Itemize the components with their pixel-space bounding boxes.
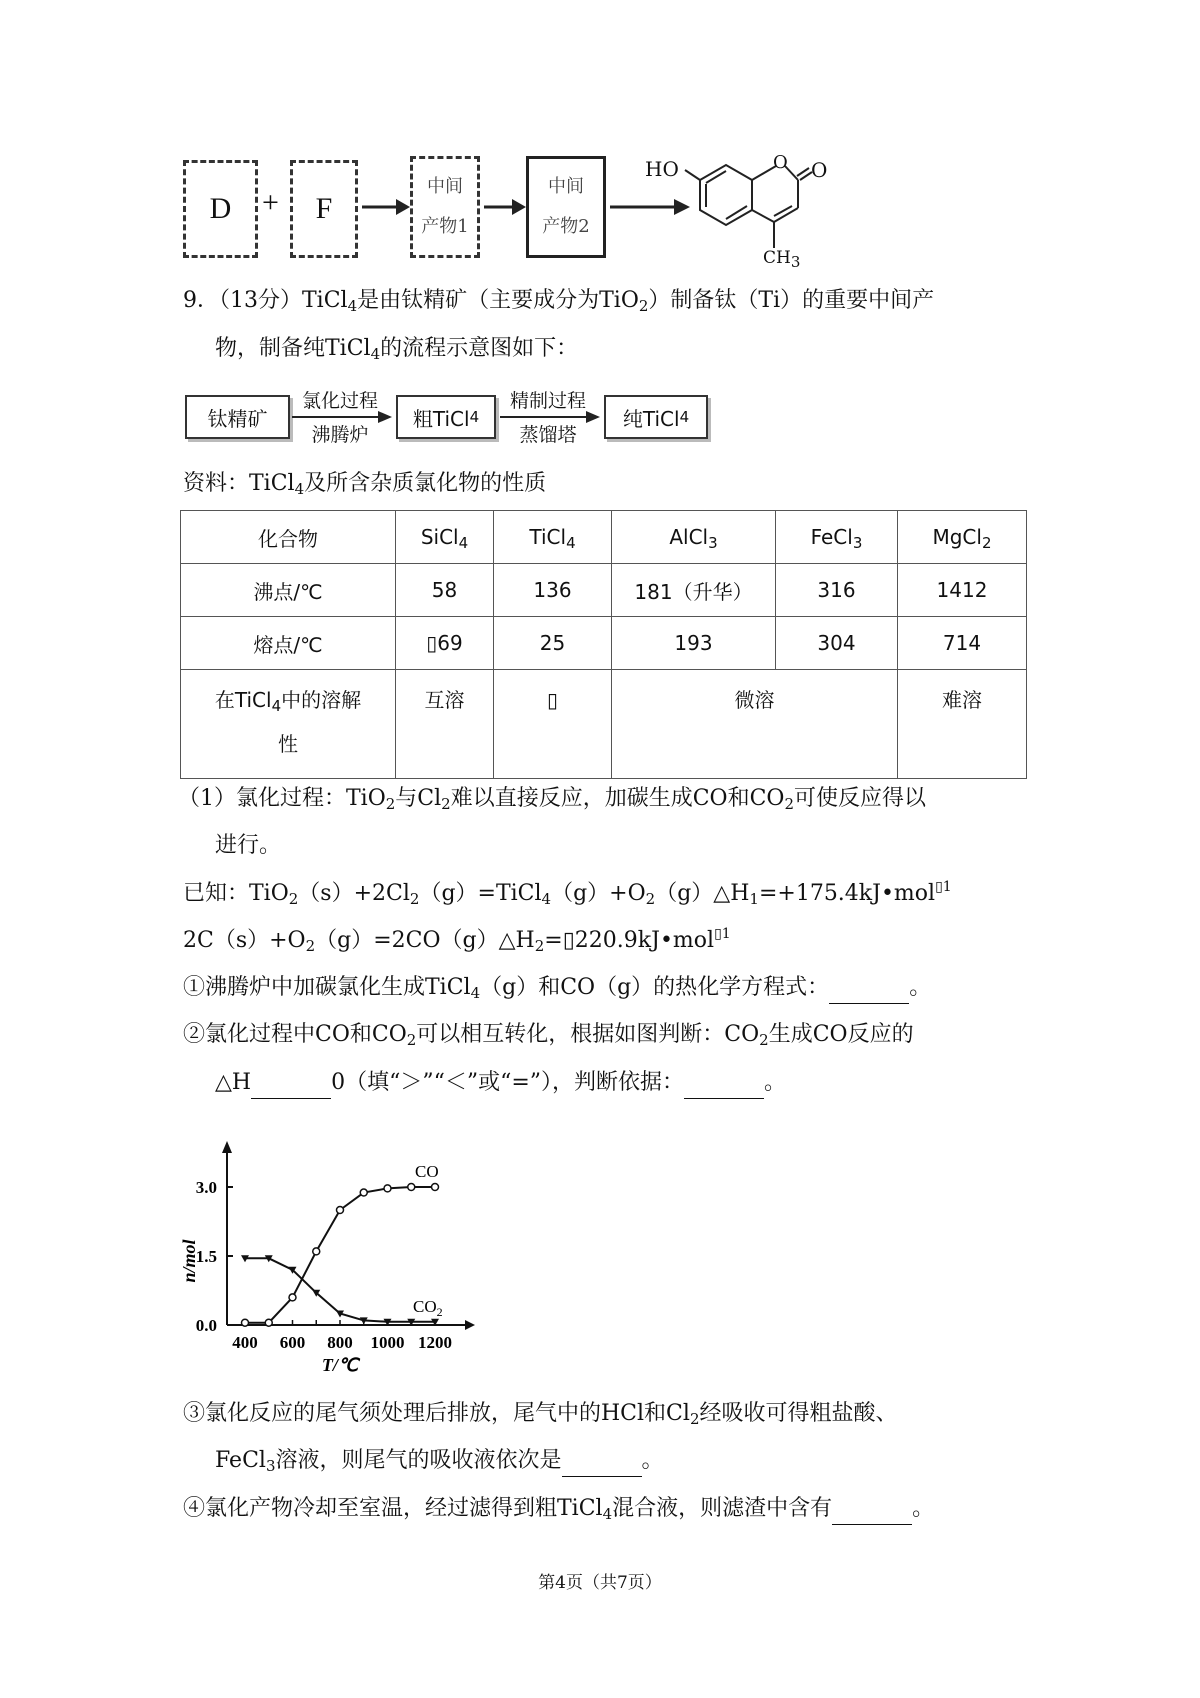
x-tick-label: 1200 xyxy=(418,1333,452,1352)
question-3-line1: ③氯化反应的尾气须处理后排放，尾气中的HCl和$Cl_2$经吸收可得粗盐酸、 xyxy=(183,1401,898,1428)
flow-box-pure: 纯TiCl 4 xyxy=(604,395,708,439)
flow-step2-top: 精制过程 xyxy=(509,390,586,412)
series-label-co: CO xyxy=(415,1162,439,1181)
x-axis-arrow xyxy=(465,1320,475,1330)
mol-label-ho: HO xyxy=(645,157,679,181)
flow-step1-bottom: 沸腾炉 xyxy=(311,424,369,446)
table-row xyxy=(181,617,1027,670)
question-3-line2: FeCl$_3$溶液，则尾气的吸收液依次是 。 xyxy=(215,1448,664,1475)
mol-label-ring-o: O xyxy=(773,152,788,173)
data-point-co xyxy=(408,1184,415,1191)
question-2-line1: ②氯化过程中CO和$CO_2$可以相互转化，根据如图判断：$CO_2$生成CO反应的 xyxy=(183,1022,914,1049)
arrow-2 xyxy=(482,195,526,219)
table-cell: 136 xyxy=(494,564,612,617)
answer-blank[interactable] xyxy=(562,1454,642,1477)
table-row xyxy=(181,670,1027,779)
series-label-co2-sub: 2 xyxy=(436,1305,443,1319)
series-label-co2: $CO_2$ xyxy=(413,1297,443,1319)
table-cell: 25 xyxy=(494,617,612,670)
equation-1: 已知：$TiO_2(s)+2Cl_2(g)=TiCl_4(g)+O_2(g)\triangle H_1=+175.4kJ•mol^{▯1}$ xyxy=(183,879,952,908)
question-2-line2: △H 0（填“＞”“＜”或“=”），判断依据： 。 xyxy=(215,1067,786,1099)
properties-table xyxy=(180,510,1027,779)
answer-blank[interactable] xyxy=(684,1076,764,1099)
x-tick-label: 600 xyxy=(279,1333,306,1352)
data-point-co xyxy=(337,1207,344,1214)
mp-label: 熔点/℃ xyxy=(181,617,396,670)
table-cell: 304 xyxy=(776,617,898,670)
table-cell: 193 xyxy=(612,617,776,670)
table-cell: 58 xyxy=(396,564,494,617)
box-intermediate-2: 中间 产物2 xyxy=(526,156,606,258)
y-axis-label: n/mol xyxy=(179,1239,199,1283)
solubility-label: 在TiCl$_4$中的溶解 性 xyxy=(181,670,396,779)
header-ticl4: TiCl$_4$ xyxy=(494,511,612,564)
table-cell: ▯ xyxy=(494,670,612,779)
table-cell: 714 xyxy=(898,617,1027,670)
y-tick-label: 3.0 xyxy=(195,1178,217,1197)
question-4: ④氯化产物冷却至室温，经过滤得到粗TiCl$_4$混合液，则滤渣中含有 。 xyxy=(183,1496,935,1523)
header-compound: 化合物 xyxy=(181,511,396,564)
header-fecl3: FeCl$_3$ xyxy=(776,511,898,564)
x-tick-label: 800 xyxy=(327,1333,353,1352)
header-sicl4: SiCl$_4$ xyxy=(396,511,494,564)
bp-label: 沸点/℃ xyxy=(181,564,396,617)
part1-line1: （1）氯化过程：TiO$_2$与$Cl_2$难以直接反应，加碳生成CO和$CO_2$可使反应得以 xyxy=(178,786,927,813)
table-cell: 难溶 xyxy=(898,670,1027,779)
data-point-co xyxy=(265,1319,272,1326)
mol-label-carbonyl-o: O xyxy=(811,158,828,182)
data-point-co xyxy=(384,1185,391,1192)
page-footer: 第4页（共7页） xyxy=(538,1573,662,1593)
y-tick-label: 1.5 xyxy=(195,1247,217,1266)
q9-line2: 物，制备纯TiCl$_4$的流程示意图如下： xyxy=(215,336,579,363)
question-1: ①沸腾炉中加碳氯化生成TiCl$_4$（g）和CO（g）的热化学方程式： 。 xyxy=(183,975,932,1002)
x-tick-label: 1000 xyxy=(370,1333,405,1352)
answer-blank[interactable] xyxy=(832,1502,912,1525)
data-point-co xyxy=(289,1294,296,1301)
y-axis-arrow xyxy=(222,1141,232,1153)
answer-blank[interactable] xyxy=(251,1076,331,1099)
flow-box-ore: 钛精矿 xyxy=(185,395,290,439)
table-cell: 微溶 xyxy=(612,670,898,779)
q9-line1: 9．（13分）TiCl$_4$是由钛精矿（主要成分为TiO$_2$）制备钛（Ti）的重要中间产 xyxy=(183,288,935,315)
part1-line2: 进行。 xyxy=(215,833,282,858)
box-d: D xyxy=(183,160,258,258)
table-row xyxy=(181,511,1027,564)
flow-step1-top: 氯化过程 xyxy=(301,390,378,412)
info-heading: 资料：TiCl$_4$及所含杂质氯化物的性质 xyxy=(183,471,547,498)
table-row xyxy=(181,564,1027,617)
header-mgcl2: MgCl$_2$ xyxy=(898,511,1027,564)
box-intermediate-1: 中间 产物1 xyxy=(410,156,480,258)
flow-box-crude: 粗TiCl 4 xyxy=(396,395,496,439)
y-tick-label: 0.0 xyxy=(195,1316,217,1335)
table-cell: 互溶 xyxy=(396,670,494,779)
data-point-co xyxy=(360,1189,367,1196)
box-f: F xyxy=(290,160,358,258)
mol-label-ch3: $CH_3$ xyxy=(763,248,801,271)
data-point-co xyxy=(313,1248,320,1255)
flow-step2-bottom: 蒸馏塔 xyxy=(519,424,577,446)
data-point-co xyxy=(432,1184,439,1191)
x-axis-label: T/℃ xyxy=(321,1355,359,1375)
table-cell: 316 xyxy=(776,564,898,617)
header-alcl3: AlCl$_3$ xyxy=(612,511,776,564)
plus-sign: + xyxy=(262,186,279,219)
table-cell: 181（升华） xyxy=(612,564,776,617)
x-tick-label: 400 xyxy=(232,1333,258,1352)
answer-blank[interactable] xyxy=(829,981,909,1004)
arrow-1 xyxy=(360,195,410,219)
co-co2-chart xyxy=(175,1125,535,1380)
table-cell: 1412 xyxy=(898,564,1027,617)
table-cell: ▯69 xyxy=(396,617,494,670)
equation-2: $2C(s)+O_2(g)=2CO(g)\triangle H_2=▯220.9kJ•mol^{▯1}$ xyxy=(183,926,731,955)
data-point-co xyxy=(242,1319,249,1326)
